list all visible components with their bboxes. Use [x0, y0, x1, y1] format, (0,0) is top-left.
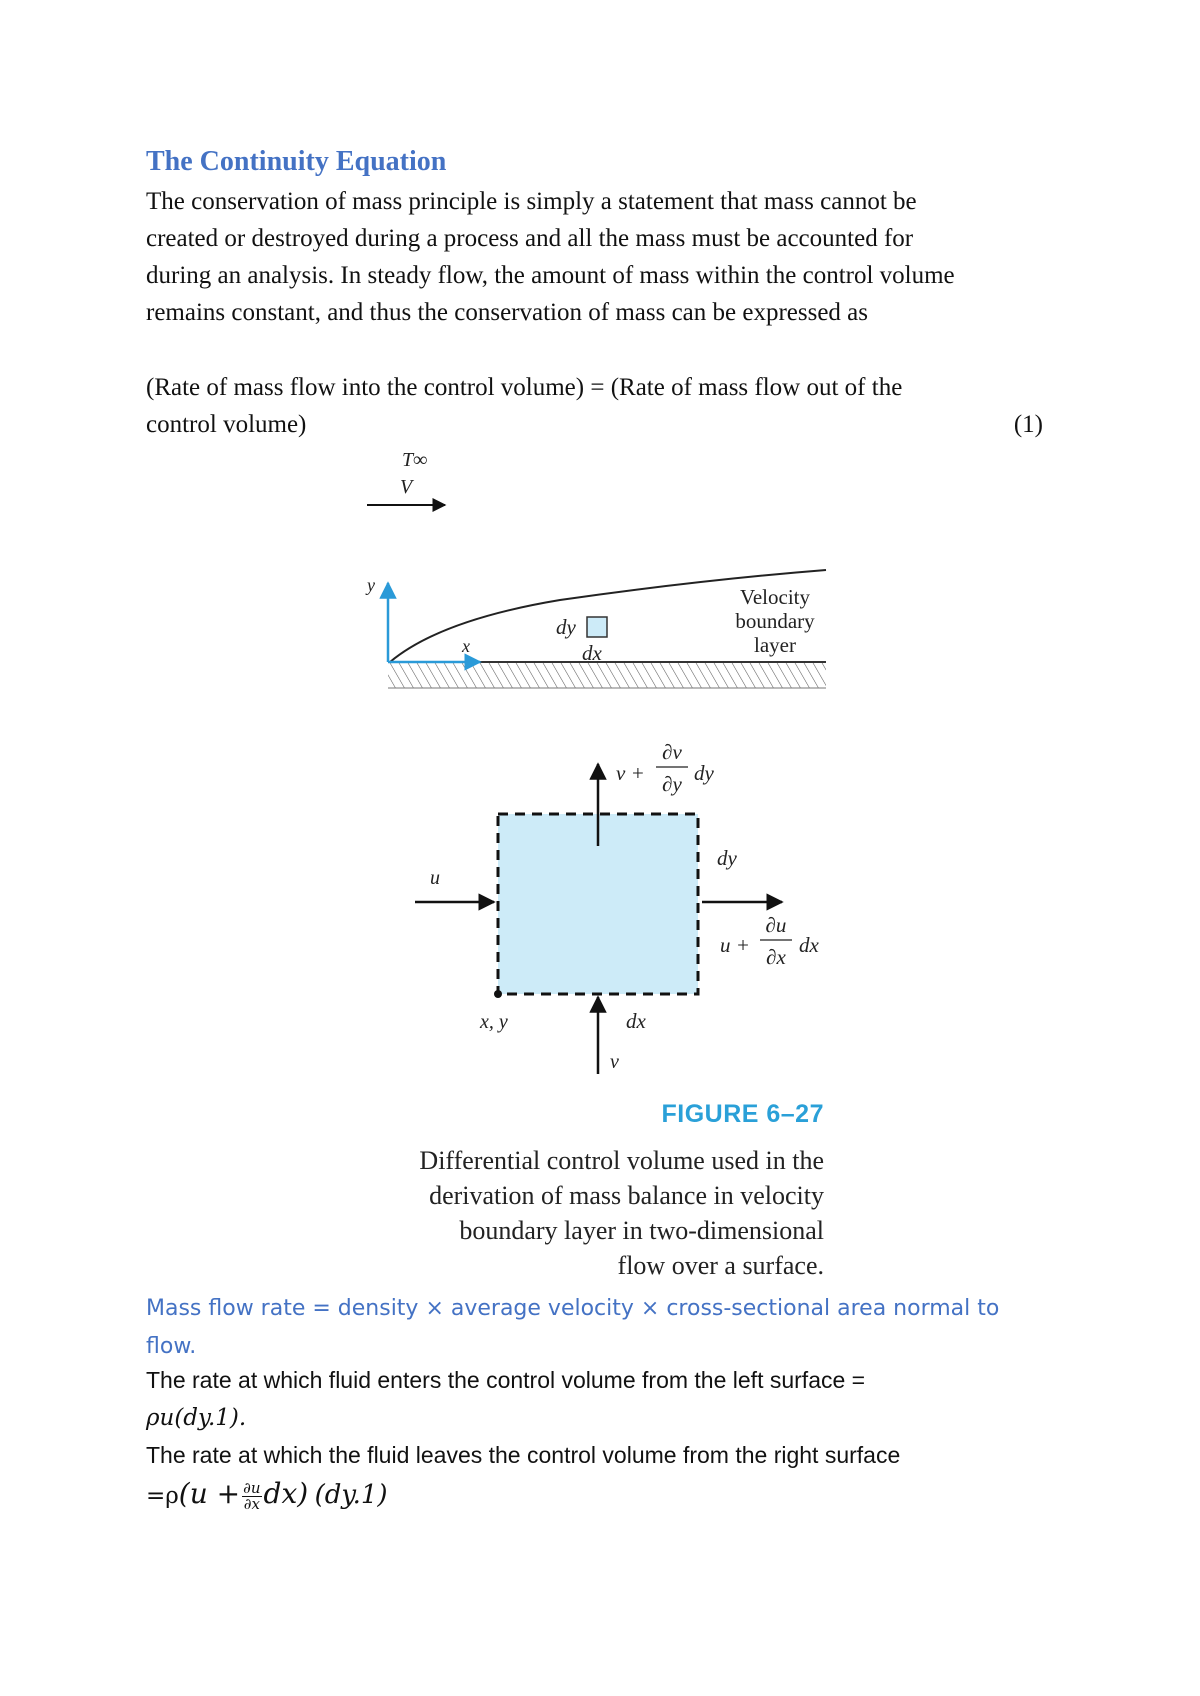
left-u-label: u	[430, 867, 440, 889]
equation-line: (Rate of mass flow into the control volume) = (Rate of mass flow out of the	[146, 374, 903, 401]
small-element	[587, 617, 607, 637]
caption-line: Differential control volume used in the	[419, 1146, 824, 1175]
paragraph-line: created or destroyed during a process and all the mass must be accounted for	[146, 225, 914, 252]
paragraph-line: remains constant, and thus the conservation of mass can be expressed as	[146, 299, 869, 326]
paragraph-line: The conservation of mass principle is simply a statement that mass cannot be	[146, 188, 917, 215]
top-frac-num: ∂v	[662, 740, 682, 764]
left-surface-expression	[146, 1404, 1086, 1431]
formula-tail: (dy.1)	[314, 1480, 388, 1510]
formula-fraction	[242, 1481, 261, 1512]
top-v-plus: v +	[616, 761, 645, 785]
note-line: flow.	[146, 1334, 197, 1359]
v-label: V	[400, 476, 413, 498]
figure-caption	[304, 1143, 824, 1283]
fraction-denominator: ∂x	[243, 1495, 260, 1514]
formula-close: dx)	[263, 1477, 309, 1510]
y-axis-label: y	[367, 575, 375, 595]
equation-line-2	[146, 406, 1063, 443]
plate-hatch	[388, 662, 826, 688]
left-surface-text: The rate at which fluid enters the control volume from the left surface =	[146, 1367, 866, 1393]
figure-number: FIGURE 6–27	[661, 1100, 824, 1128]
right-dx: dx	[799, 933, 819, 957]
caption-line: derivation of mass balance in velocity	[429, 1181, 824, 1210]
caption-line: boundary layer in two-dimensional	[459, 1216, 824, 1245]
bottom-dx-label: dx	[626, 1009, 646, 1033]
right-frac-num: ∂u	[765, 913, 787, 937]
mass-flow-rate-note	[146, 1290, 1063, 1366]
caption-line: flow over a surface.	[617, 1251, 824, 1280]
t-inf-label: T∞	[402, 449, 428, 471]
right-surface-text: The rate at which the fluid leaves the control volume from the right surface	[146, 1442, 901, 1468]
bl-label-line2: boundary	[735, 609, 815, 633]
dy-label: dy	[556, 615, 576, 639]
top-frac-den: ∂y	[662, 772, 682, 796]
note-line: Mass flow rate = density × average velocity × cross-sectional area normal to	[146, 1296, 1000, 1321]
equation-text: control volume)	[146, 411, 307, 438]
figure-diagram	[0, 440, 1200, 1100]
formula-prefix: =ρ	[146, 1483, 179, 1509]
fraction-numerator: ∂u	[243, 1479, 261, 1498]
bl-label-line3: layer	[754, 633, 796, 657]
equation-number: (1)	[1013, 411, 1043, 438]
section-heading: The Continuity Equation	[146, 146, 447, 177]
formula-open: (u +	[178, 1477, 241, 1510]
right-surface-expression	[146, 1477, 1086, 1512]
x-axis-label: x	[462, 636, 470, 656]
top-dy: dy	[694, 761, 714, 785]
left-surface-formula: ρu(dy.1).	[146, 1405, 247, 1431]
corner-point	[494, 990, 502, 998]
right-u-plus: u +	[720, 933, 750, 957]
right-dy-label: dy	[717, 846, 737, 870]
bottom-v-label: v	[610, 1051, 619, 1073]
right-frac-den: ∂x	[766, 945, 786, 969]
dx-label: dx	[582, 641, 602, 665]
corner-xy-label: x, y	[480, 1011, 508, 1033]
paragraph-line: during an analysis. In steady flow, the amount of mass within the control volume	[146, 262, 955, 289]
bl-label-line1: Velocity	[740, 585, 810, 609]
